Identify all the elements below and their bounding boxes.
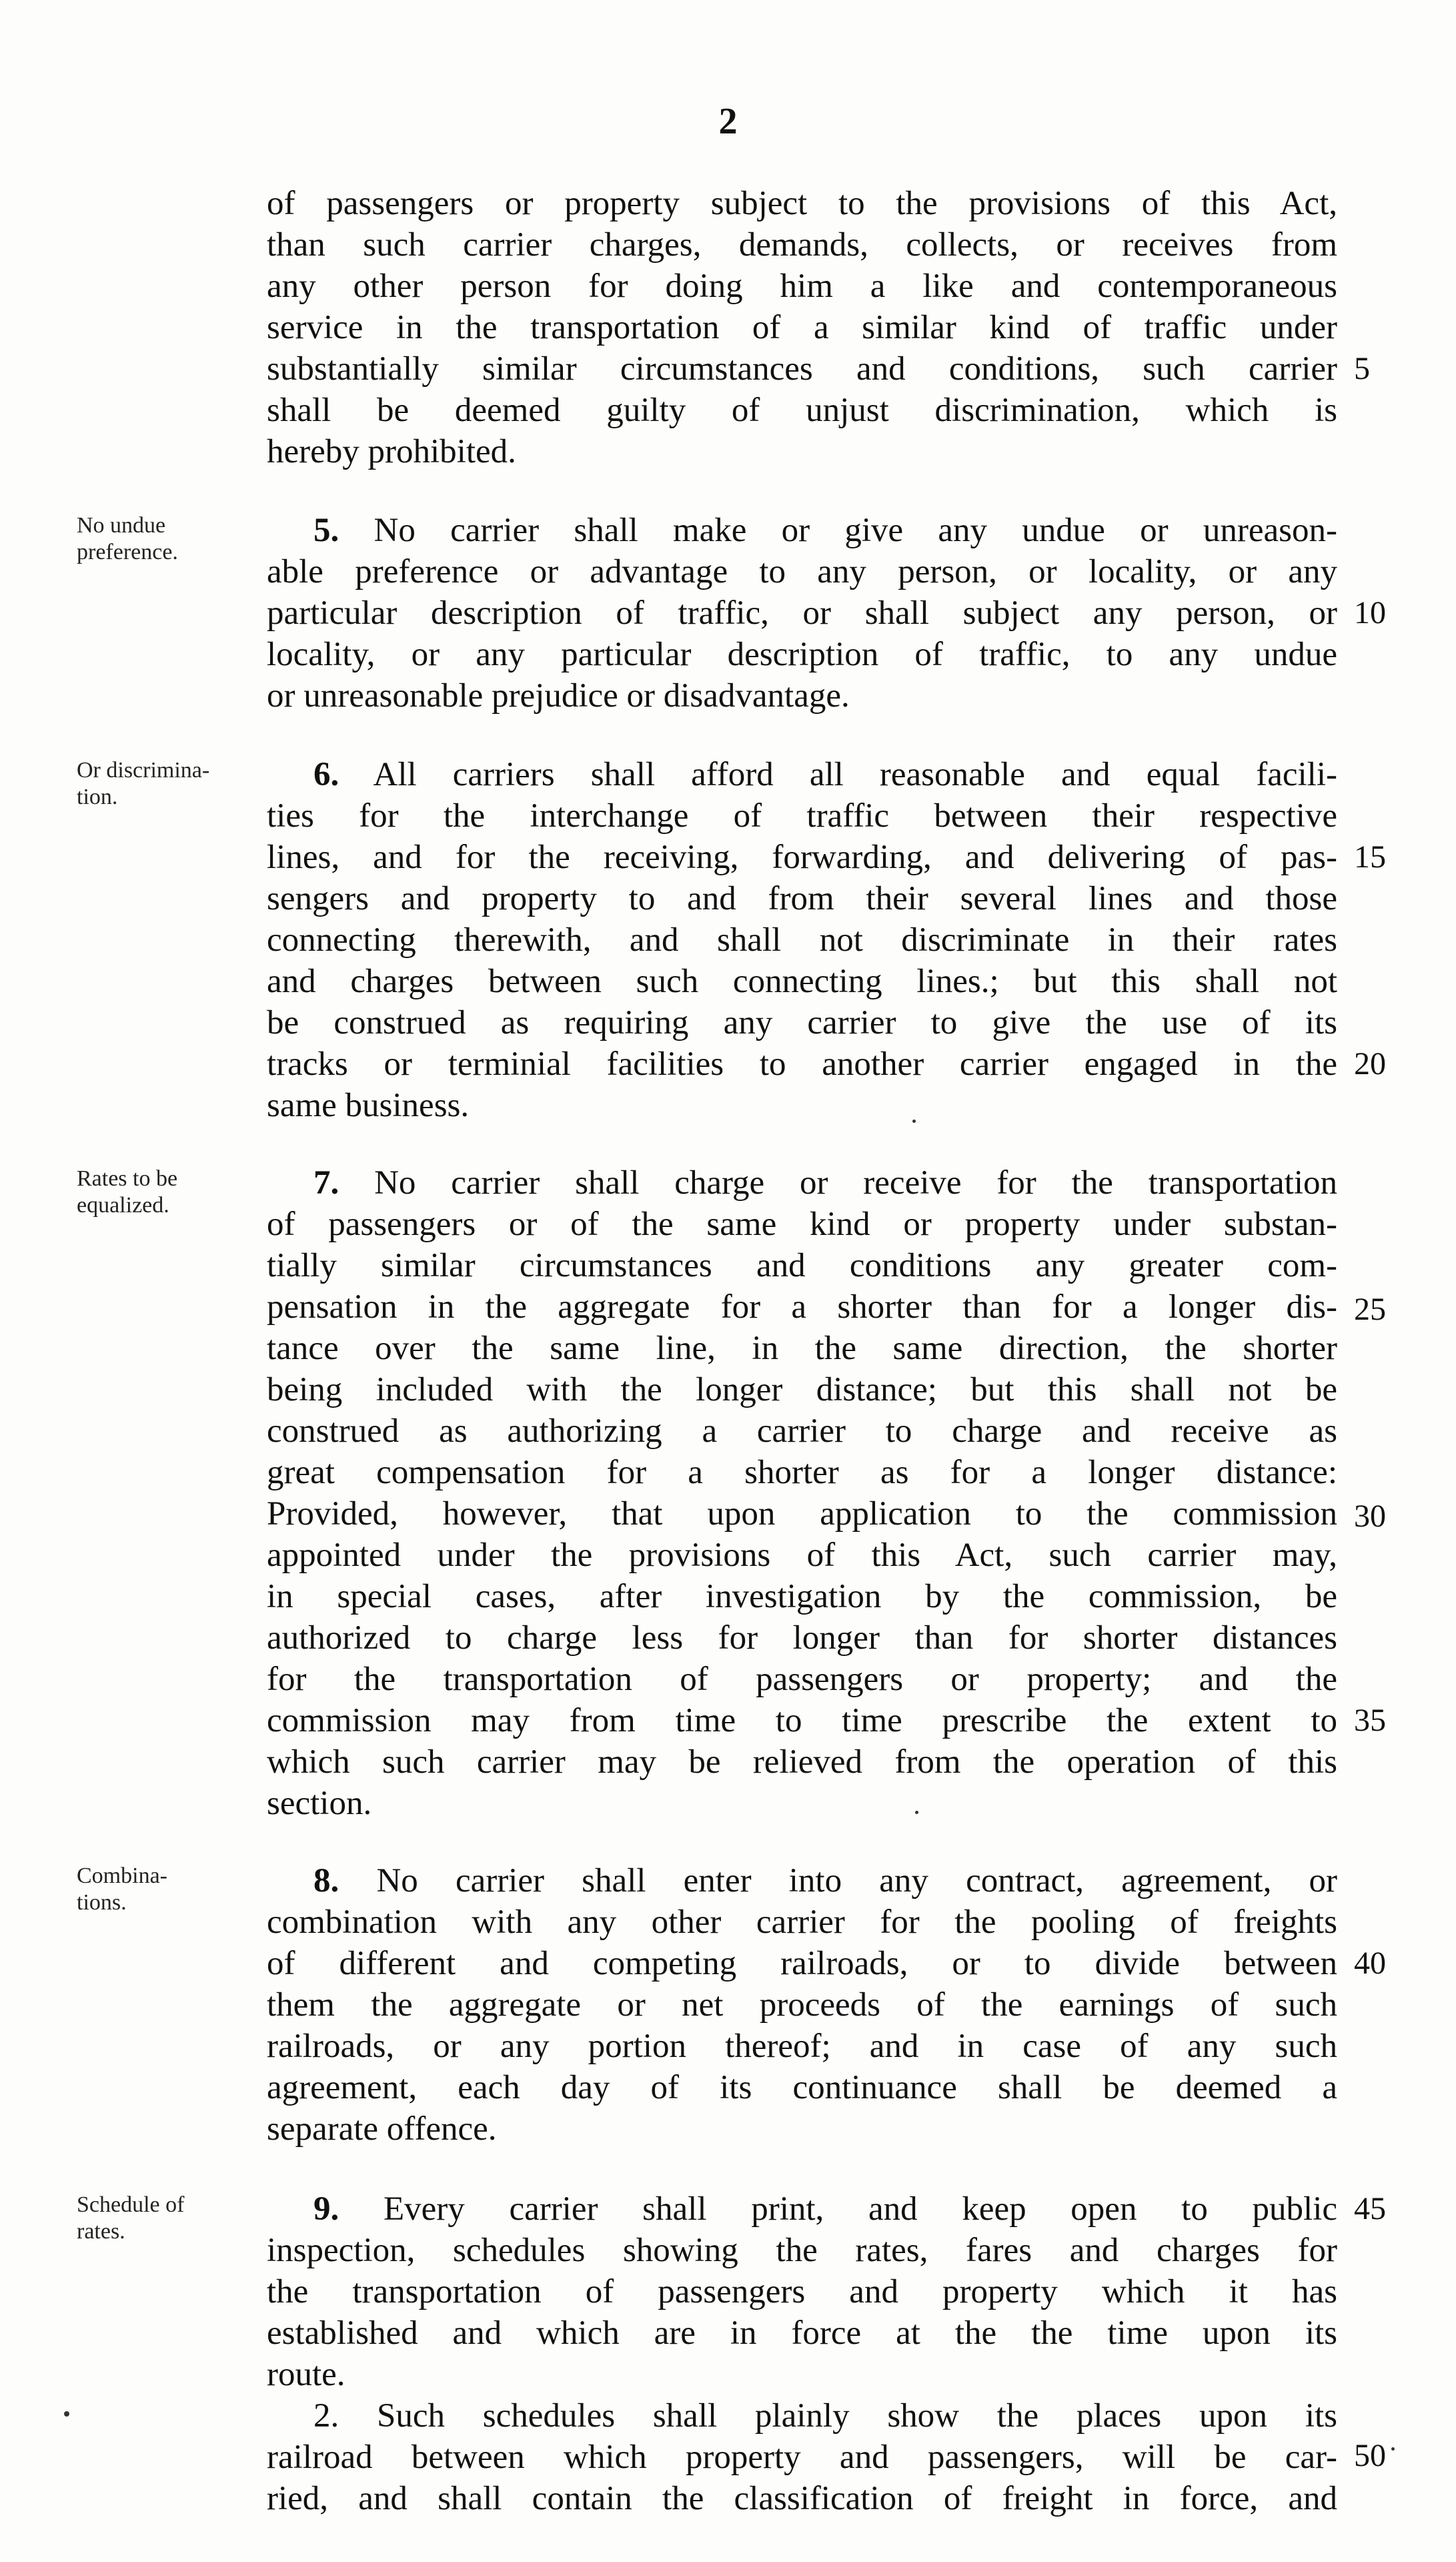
text-line: agreement, each day of its continuance shall be deemed a: [267, 2069, 1337, 2106]
text-line: railroad between which property and passengers, will be car-: [267, 2439, 1337, 2476]
text-line: tially similar circumstances and conditions any greater com-: [267, 1247, 1337, 1284]
line-number: 50: [1354, 2438, 1386, 2473]
page-number: 2: [718, 101, 738, 142]
line-number: 25: [1354, 1292, 1386, 1327]
scan-speck: [64, 2411, 69, 2417]
line-number: 45: [1354, 2191, 1386, 2226]
section-first-line: [313, 2188, 1337, 2230]
text-line: substantially similar circumstances and conditions, such carrier: [267, 350, 1337, 388]
scan-speck: [915, 1811, 918, 1814]
text-line: connecting therewith, and shall not discriminate in their rates: [267, 921, 1337, 959]
text-line: hereby prohibited.: [267, 433, 516, 470]
text-line: inspection, schedules showing the rates, fares and charges for: [267, 2232, 1337, 2269]
text-line: No carrier shall enter into any contract, agreement, or: [376, 1862, 1338, 1899]
text-line: separate offence.: [267, 2110, 497, 2148]
text-line: for the transportation of passengers or property; and the: [267, 1661, 1337, 1698]
text-line: shall be deemed guilty of unjust discrimination, which is: [267, 392, 1337, 429]
line-number: 35: [1354, 1703, 1386, 1738]
text-line: appointed under the provisions of this Act, such carrier may,: [267, 1537, 1337, 1574]
margin-note-line: Combina-: [77, 1863, 167, 1888]
margin-note: [77, 1166, 250, 1219]
text-line: All carriers shall afford all reasonable and equal facili-: [373, 756, 1337, 793]
text-line: any other person for doing him a like and contemporaneous: [267, 268, 1337, 305]
margin-note-line: tion.: [77, 785, 118, 809]
section-first-line: [313, 510, 1337, 551]
text-line: route.: [267, 2356, 345, 2393]
text-line: authorized to charge less for longer than for shorter distances: [267, 1619, 1337, 1657]
margin-note: [77, 757, 250, 811]
text-line: railroads, or any portion thereof; and in case of any such: [267, 2028, 1337, 2065]
text-line: being included with the longer distance; but this shall not be: [267, 1371, 1337, 1408]
text-line: or unreasonable prejudice or disadvantage.: [267, 677, 850, 715]
section-first-line: [313, 754, 1337, 795]
text-line: ties for the interchange of traffic between their respective: [267, 797, 1337, 835]
text-line: of passengers or property subject to the provisions of this Act,: [267, 185, 1337, 222]
section-number: 9.: [313, 2190, 339, 2228]
text-line: lines, and for the receiving, forwarding, and delivering of pas-: [267, 839, 1337, 876]
section-first-line: [313, 1162, 1337, 1204]
margin-note-line: equalized.: [77, 1193, 169, 1218]
margin-note-line: tions.: [77, 1890, 127, 1915]
text-line: Such schedules shall plainly show the places upon its: [377, 2397, 1338, 2435]
text-line: sengers and property to and from their several lines and those: [267, 880, 1337, 917]
text-line: than such carrier charges, demands, collects, or receives from: [267, 226, 1337, 264]
text-line: of different and competing railroads, or to divide between: [267, 1945, 1337, 1982]
text-line: in special cases, after investigation by the commission, be: [267, 1578, 1337, 1615]
margin-note: [77, 2192, 250, 2245]
text-line: No carrier shall make or give any undue or unreason-: [374, 512, 1337, 549]
text-line: be construed as requiring any carrier to give the use of its: [267, 1004, 1337, 1041]
section-first-line: [313, 2395, 1337, 2437]
line-number: 15: [1354, 839, 1386, 875]
text-line: Every carrier shall print, and keep open to public: [383, 2190, 1338, 2228]
line-number: 30: [1354, 1499, 1386, 1534]
section-number: 5.: [313, 512, 339, 549]
margin-note-line: No undue: [77, 513, 166, 538]
text-line: construed as authorizing a carrier to charge and receive as: [267, 1412, 1337, 1450]
text-line: and charges between such connecting lines.; but this shall not: [267, 963, 1337, 1000]
text-line: able preference or advantage to any person, or locality, or any: [267, 553, 1337, 590]
text-line: great compensation for a shorter as for a longer distance:: [267, 1454, 1337, 1491]
margin-note-line: Schedule of: [77, 2192, 185, 2217]
section-number: 8.: [313, 1862, 339, 1899]
text-line: same business.: [267, 1087, 470, 1124]
text-line: locality, or any particular description of traffic, to any undue: [267, 636, 1337, 673]
text-line: service in the transportation of a similar kind of traffic under: [267, 309, 1337, 346]
text-line: combination with any other carrier for the pooling of freights: [267, 1903, 1337, 1941]
margin-note: [77, 512, 250, 566]
text-line: the transportation of passengers and property which it has: [267, 2273, 1337, 2310]
line-number: 20: [1354, 1046, 1386, 1082]
subsection-number: 2.: [313, 2397, 339, 2435]
text-line: of passengers or of the same kind or property under substan-: [267, 1206, 1337, 1243]
text-line: which such carrier may be relieved from the operation of this: [267, 1743, 1337, 1781]
text-line: them the aggregate or net proceeds of the earnings of such: [267, 1986, 1337, 2024]
text-line: tracks or terminial facilities to another carrier engaged in the: [267, 1045, 1337, 1083]
text-line: particular description of traffic, or shall subject any person, or: [267, 594, 1337, 632]
scan-speck: [1391, 2447, 1395, 2451]
text-line: section.: [267, 1785, 372, 1822]
text-line: tance over the same line, in the same direction, the shorter: [267, 1330, 1337, 1367]
margin-note-line: Or discrimina-: [77, 758, 210, 783]
text-line: ried, and shall contain the classification of freight in force, and: [267, 2480, 1337, 2517]
section-number: 7.: [313, 1164, 339, 1202]
line-number: 40: [1354, 1946, 1386, 1981]
line-number: 5: [1354, 351, 1370, 386]
margin-note: [77, 1863, 250, 1916]
margin-note-line: preference.: [77, 540, 178, 564]
text-line: Provided, however, that upon application to the commission: [267, 1495, 1337, 1533]
text-line: pensation in the aggregate for a shorter than for a longer dis-: [267, 1288, 1337, 1326]
text-line: established and which are in force at the the time upon its: [267, 2314, 1337, 2352]
section-first-line: [313, 1860, 1337, 1901]
margin-note-line: Rates to be: [77, 1166, 178, 1191]
margin-note-line: rates.: [77, 2219, 125, 2244]
section-number: 6.: [313, 756, 339, 793]
text-line: No carrier shall charge or receive for the transportation: [374, 1164, 1338, 1202]
text-line: commission may from time to time prescribe the extent to: [267, 1702, 1337, 1739]
scan-speck: [912, 1120, 916, 1123]
line-number: 10: [1354, 595, 1386, 630]
